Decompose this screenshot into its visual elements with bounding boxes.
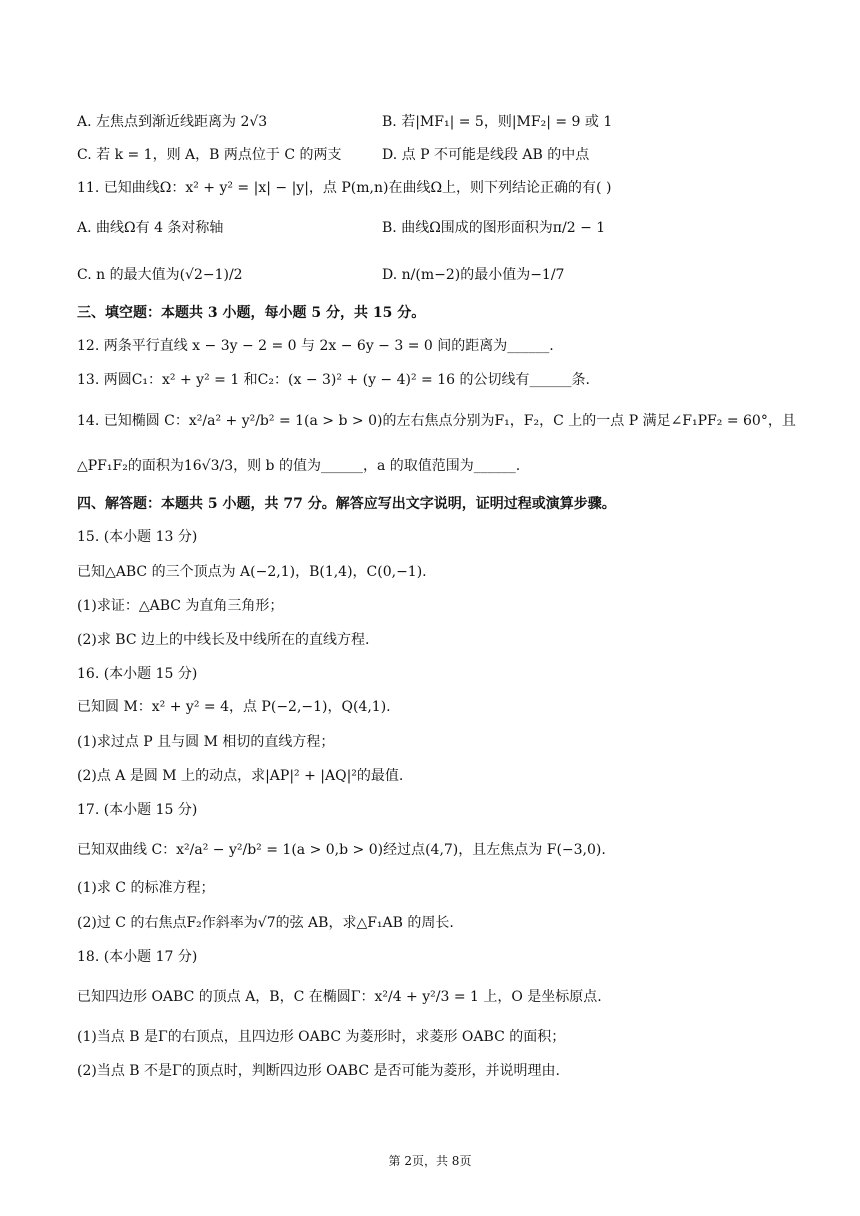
question-16-header: 16. (本小题 15 分) [77, 666, 198, 682]
question-16-stem: 已知圆 M：x² + y² = 4，点 P(−2,−1)，Q(4,1). [77, 699, 391, 715]
question-13: 13. 两圆C₁：x² + y² = 1 和C₂：(x − 3)² + (y − 4)² = 16 的公切线有______条. [77, 372, 590, 388]
question-14-line1: 14. 已知椭圆 C：x²/a² + y²/b² = 1(a > b > 0)的左右焦点分别为F₁，F₂，C 上的一点 P 满足∠F₁PF₂ = 60°，且 [77, 413, 796, 429]
question-18-part1: (1)当点 B 是Γ的右顶点，且四边形 OABC 为菱形时，求菱形 OABC 的面积； [77, 1029, 566, 1045]
question-12: 12. 两条平行直线 x − 3y − 2 = 0 与 2x − 6y − 3 = 0 间的距离为______. [77, 338, 554, 354]
option-10c: C. 若 k = 1，则 A，B 两点位于 C 的两支 [77, 147, 342, 163]
question-17-part2: (2)过 C 的右焦点F₂作斜率为√7的弦 AB，求△F₁AB 的周长. [77, 915, 454, 931]
option-11d: D. n/(m−2)的最小值为−1/7 [382, 267, 565, 283]
question-17-part1: (1)求 C 的标准方程； [77, 880, 215, 896]
question-18-header: 18. (本小题 17 分) [77, 949, 198, 965]
option-10d: D. 点 P 不可能是线段 AB 的中点 [382, 147, 590, 163]
section-answer-heading: 四、解答题：本题共 5 小题，共 77 分。解答应写出文字说明，证明过程或演算步骤。 [77, 496, 616, 512]
question-17-header: 17. (本小题 15 分) [77, 802, 198, 818]
question-15-part1: (1)求证：△ABC 为直角三角形； [77, 598, 284, 614]
section-fill-in-heading: 三、填空题：本题共 3 小题，每小题 5 分，共 15 分。 [77, 305, 426, 321]
question-15-part2: (2)求 BC 边上的中线长及中线所在的直线方程. [77, 632, 370, 648]
question-15-header: 15. (本小题 13 分) [77, 529, 198, 545]
question-15-stem: 已知△ABC 的三个顶点为 A(−2,1)，B(1,4)，C(0,−1). [77, 564, 427, 580]
question-14-line2: △PF₁F₂的面积为16√3/3，则 b 的值为______，a 的取值范围为______. [77, 458, 521, 474]
question-16-part1: (1)求过点 P 且与圆 M 相切的直线方程； [77, 734, 335, 750]
question-18-stem: 已知四边形 OABC 的顶点 A，B，C 在椭圆Γ：x²/4 + y²/3 = 1 上，O 是坐标原点. [77, 989, 602, 1005]
option-11c: C. n 的最大值为(√2−1)/2 [77, 267, 243, 283]
option-10a: A. 左焦点到渐近线距离为 2√3 [77, 114, 268, 130]
option-10b: B. 若|MF₁| = 5，则|MF₂| = 9 或 1 [382, 114, 613, 130]
option-11b: B. 曲线Ω围成的图形面积为π/2 − 1 [382, 220, 606, 236]
option-11a: A. 曲线Ω有 4 条对称轴 [77, 220, 224, 236]
question-11: 11. 已知曲线Ω：x² + y² = |x| − |y|，点 P(m,n)在曲线Ω上，则下列结论正确的有( ) [77, 180, 612, 196]
question-17-stem: 已知双曲线 C：x²/a² − y²/b² = 1(a > 0,b > 0)经过点(4,7)，且左焦点为 F(−3,0). [77, 842, 606, 858]
page-footer: 第 2页，共 8页 [388, 1154, 472, 1168]
question-18-part2: (2)当点 B 不是Γ的顶点时，判断四边形 OABC 是否可能为菱形，并说明理由. [77, 1063, 560, 1079]
question-16-part2: (2)点 A 是圆 M 上的动点，求|AP|² + |AQ|²的最值. [77, 768, 404, 784]
